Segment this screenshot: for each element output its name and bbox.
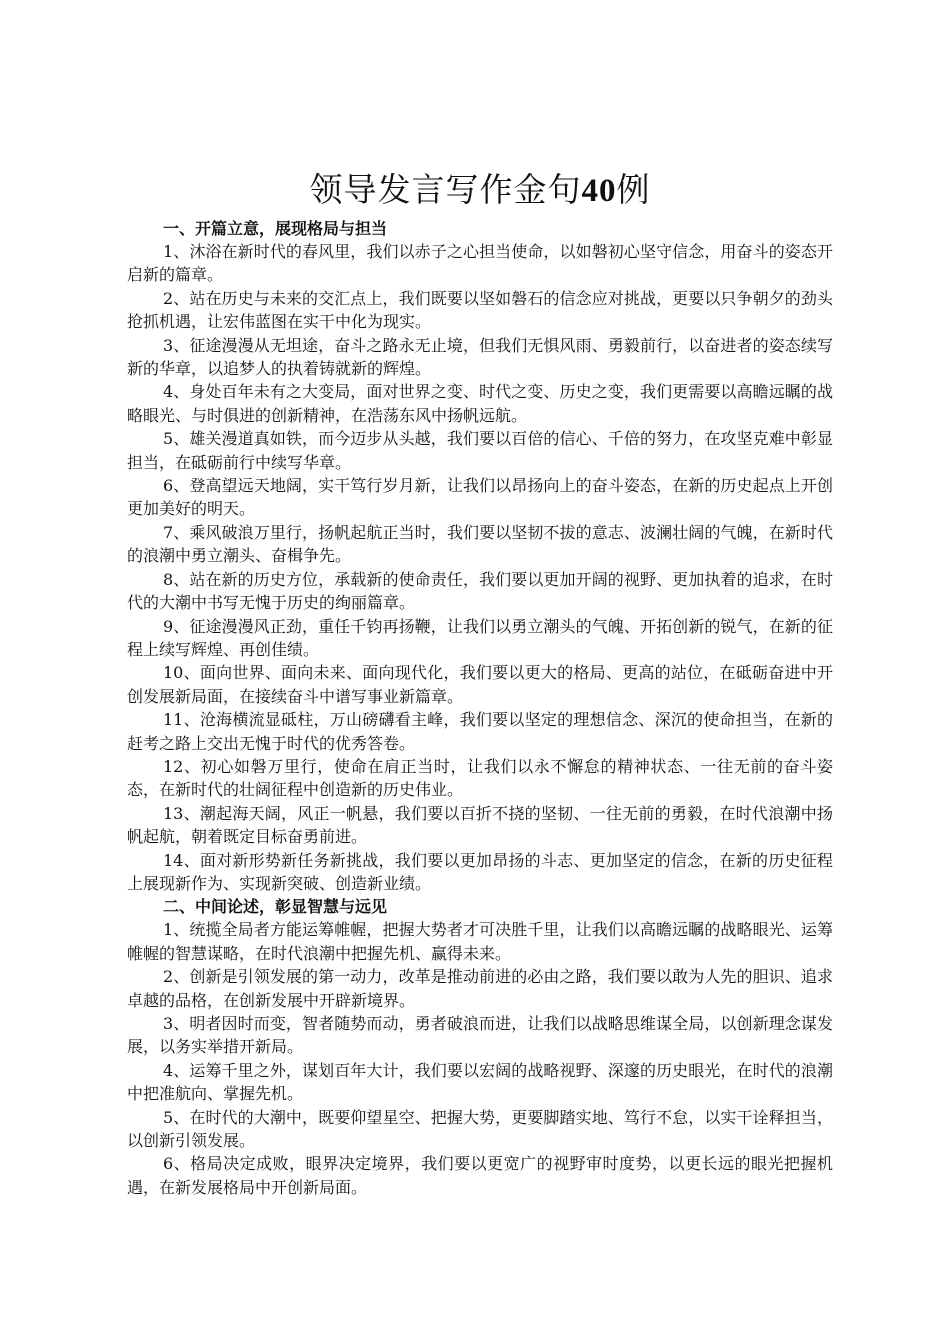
paragraph: 8、站在新的历史方位，承载新的使命责任，我们要以更加开阔的视野、更加执着的追求，在时代的大潮中书写无愧于历史的绚丽篇章。	[127, 569, 833, 613]
paragraph: 4、运筹千里之外，谋划百年大计，我们要以宏阔的战略视野、深邃的历史眼光，在时代的浪潮中把准航向、掌握先机。	[127, 1060, 833, 1104]
paragraph: 3、征途漫漫从无坦途，奋斗之路永无止境，但我们无惧风雨、勇毅前行，以奋进者的姿态续写新的华章，以追梦人的执着铸就新的辉煌。	[127, 335, 833, 379]
paragraph: 6、登高望远天地阔，实干笃行岁月新，让我们以昂扬向上的奋斗姿态，在新的历史起点上开创更加美好的明天。	[127, 476, 833, 519]
paragraph: 1、统揽全局者方能运筹帷幄，把握大势者才可决胜千里，让我们以高瞻远瞩的战略眼光、运筹帷幄的智慧谋略，在时代浪潮中把握先机、赢得未来。	[127, 920, 833, 963]
paragraph: 13、潮起海天阔，风正一帆悬，我们要以百折不挠的坚韧、一往无前的勇毅，在时代浪潮中扬帆起航，朝着既定目标奋勇前进。	[127, 803, 833, 847]
title-number: 40	[581, 173, 617, 209]
paragraph: 6、格局决定成败，眼界决定境界，我们要以更宽广的视野审时度势，以更长远的眼光把握机遇，在新发展格局中开创新局面。	[127, 1154, 833, 1197]
paragraph: 9、征途漫漫风正劲，重任千钧再扬鞭，让我们以勇立潮头的气魄、开拓创新的锐气，在新的征程上续写辉煌、再创佳绩。	[127, 616, 833, 659]
paragraph: 1、沐浴在新时代的春风里，我们以赤子之心担当使命，以如磐初心坚守信念，用奋斗的姿态开启新的篇章。	[127, 242, 833, 285]
paragraph: 5、雄关漫道真如铁，而今迈步从头越，我们要以百倍的信心、千倍的努力，在攻坚克难中彰显担当，在砥砺前行中续写华章。	[127, 429, 833, 472]
section-2	[127, 895, 833, 1199]
section-1	[127, 217, 833, 895]
paragraph: 2、站在历史与未来的交汇点上，我们既要以坚如磐石的信念应对挑战，更要以只争朝夕的劲头抢抓机遇，让宏伟蓝图在实干中化为现实。	[127, 288, 833, 332]
section-heading: 二、中间论述，彰显智慧与远见	[163, 897, 388, 917]
paragraph: 10、面向世界、面向未来、面向现代化，我们要以更大的格局、更高的站位，在砥砺奋进中开创发展新局面，在接续奋斗中谱写事业新篇章。	[127, 663, 833, 706]
paragraph: 3、明者因时而变，智者随势而动，勇者破浪而进，让我们以战略思维谋全局，以创新理念谋发展，以务实举措开新局。	[127, 1014, 833, 1057]
paragraph: 7、乘风破浪万里行，扬帆起航正当时，我们要以坚韧不拔的意志、波澜壮阔的气魄，在新时代的浪潮中勇立潮头、奋楫争先。	[127, 522, 833, 566]
paragraph: 12、初心如磐万里行，使命在肩正当时，让我们以永不懈怠的精神状态、一往无前的奋斗姿态，在新时代的壮阔征程中创造新的历史伟业。	[127, 756, 833, 800]
paragraph: 5、在时代的大潮中，既要仰望星空、把握大势，更要脚踏实地、笃行不怠，以实干诠释担当，以创新引领发展。	[127, 1107, 833, 1151]
document-title	[127, 168, 833, 213]
paragraph: 4、身处百年未有之大变局，面对世界之变、时代之变、历史之变，我们更需要以高瞻远瞩的战略眼光、与时俱进的创新精神，在浩荡东风中扬帆远航。	[127, 382, 833, 425]
title-text: 领导发言写作金句	[309, 170, 582, 209]
paragraph: 2、创新是引领发展的第一动力，改革是推动前进的必由之路，我们要以敢为人先的胆识、追求卓越的品格，在创新发展中开辟新境界。	[127, 967, 833, 1010]
paragraph: 11、沧海横流显砥柱，万山磅礴看主峰，我们要以坚定的理想信念、深沉的使命担当，在新的赶考之路上交出无愧于时代的优秀答卷。	[127, 710, 833, 753]
title-suffix: 例	[616, 170, 651, 209]
paragraph: 14、面对新形势新任务新挑战，我们要以更加昂扬的斗志、更加坚定的信念，在新的历史征程上展现新作为、实现新突破、创造新业绩。	[127, 850, 833, 893]
section-heading: 一、开篇立意，展现格局与担当	[163, 219, 388, 238]
